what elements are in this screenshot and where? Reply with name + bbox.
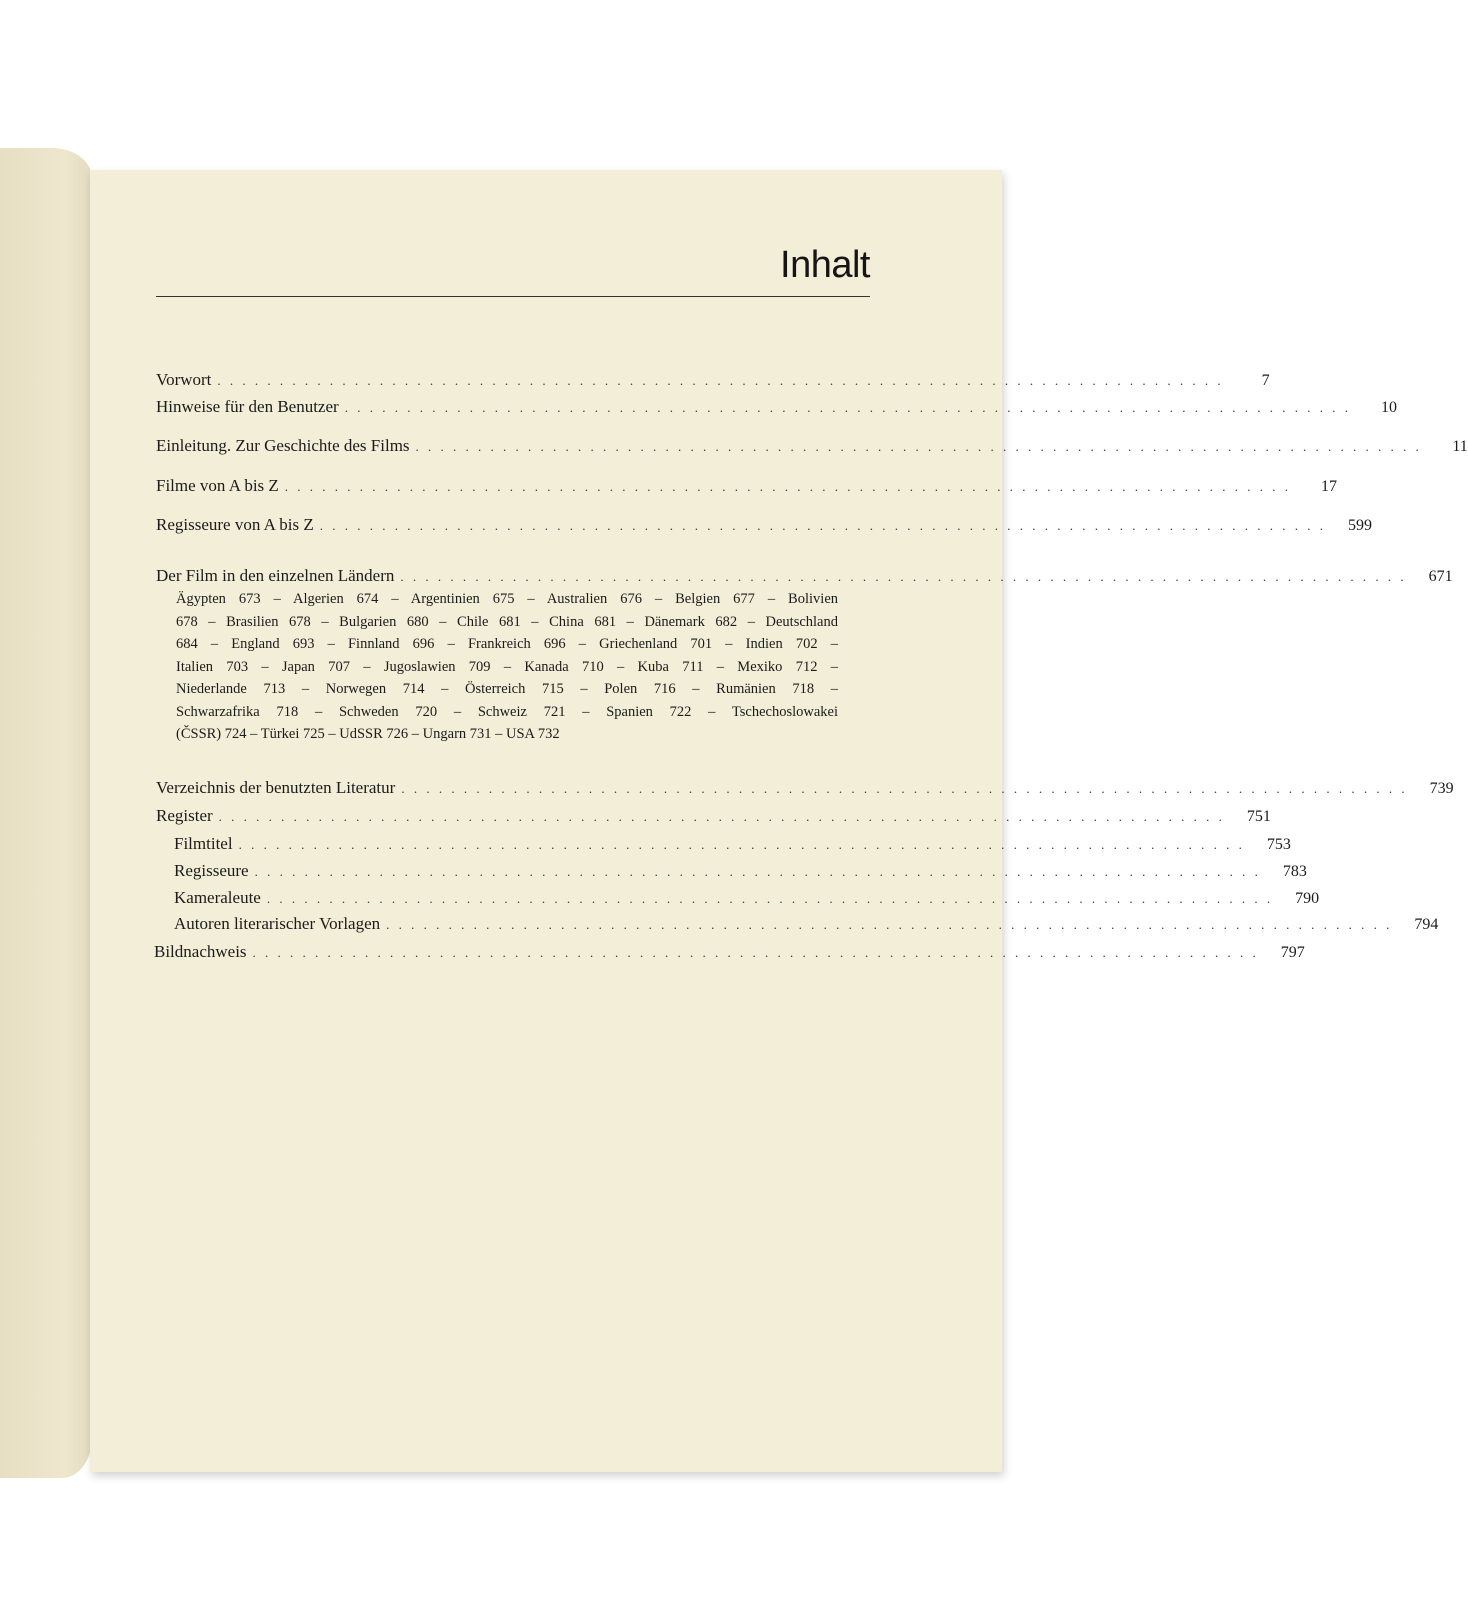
toc-entry-filme: [156, 476, 1338, 496]
country-line: 678 – Brasilien 678 – Bulgarien 680 – Chile 681 – China 681 – Dänemark 682 – Deutschland: [176, 613, 838, 630]
toc-label: Regisseure von A bis Z: [156, 515, 314, 534]
toc-entry-regisseure: [174, 861, 1307, 881]
country-line: (ČSSR) 724 – Türkei 725 – UdSSR 726 – Ungarn 731 – USA 732: [176, 726, 560, 742]
table-of-contents: [90, 170, 1468, 1472]
country-line: Ägypten 673 – Algerien 674 – Argentinien 675 – Australien 676 – Belgien 677 – Bolivien: [176, 591, 838, 607]
toc-page-number: 794: [1414, 916, 1439, 933]
toc-label: Filmtitel: [174, 834, 233, 853]
toc-entry-autoren: [174, 914, 1439, 934]
toc-label: Kameraleute: [174, 888, 261, 907]
toc-label: Der Film in den einzelnen Ländern: [156, 566, 395, 585]
toc-entry-vorwort: [156, 370, 1270, 390]
toc-label: Hinweise für den Benutzer: [156, 397, 339, 416]
toc-entry-register: [156, 806, 1271, 826]
toc-label: Filme von A bis Z: [156, 476, 279, 495]
dot-leader: . . . . . . . . . . . . . . . . . . . . . . . . . . . . . . . . . . . . . . . . . . . . . . . . . . . . . . . . . . . . . . . . . . . . . . . . . . . . . . . . .: [238, 837, 1245, 852]
toc-label: Einleitung. Zur Geschichte des Films: [156, 436, 410, 455]
country-line: Schwarzafrika 718 – Schweden 720 – Schweiz 721 – Spanien 722 – Tschechoslowakei: [176, 703, 838, 720]
dot-leader: . . . . . . . . . . . . . . . . . . . . . . . . . . . . . . . . . . . . . . . . . . . . . . . . . . . . . . . . . . . . . . . . . . . . . . . . . . . . . . . . .: [344, 400, 1351, 415]
toc-page-number: 739: [1429, 780, 1454, 797]
toc-entry-literatur: [156, 778, 1454, 798]
toc-page-number: 17: [1321, 478, 1338, 495]
dot-leader: . . . . . . . . . . . . . . . . . . . . . . . . . . . . . . . . . . . . . . . . . . . . . . . . . . . . . . . . . . . . . . . . . . . . . . . . . . . . . . . . .: [217, 373, 1224, 388]
toc-page-number: 599: [1347, 517, 1372, 534]
dot-leader: . . . . . . . . . . . . . . . . . . . . . . . . . . . . . . . . . . . . . . . . . . . . . . . . . . . . . . . . . . . . . . . . . . . . . . . . . . . . . . . . .: [218, 809, 1225, 824]
toc-page-number: 7: [1261, 372, 1270, 389]
dot-leader: . . . . . . . . . . . . . . . . . . . . . . . . . . . . . . . . . . . . . . . . . . . . . . . . . . . . . . . . . . . . . . . . . . . . . . . . . . . . . . . . .: [401, 781, 1408, 796]
toc-page-number: 671: [1428, 568, 1453, 585]
country-line: Italien 703 – Japan 707 – Jugoslawien 709 – Kanada 710 – Kuba 711 – Mexiko 712 –: [176, 658, 838, 675]
dot-leader: . . . . . . . . . . . . . . . . . . . . . . . . . . . . . . . . . . . . . . . . . . . . . . . . . . . . . . . . . . . . . . . . . . . . . . . . . . . . . . . . .: [386, 917, 1393, 932]
toc-page-number: 797: [1280, 944, 1305, 961]
country-line: 684 – England 693 – Finnland 696 – Frankreich 696 – Griechenland 701 – Indien 702 –: [176, 636, 838, 652]
dot-leader: . . . . . . . . . . . . . . . . . . . . . . . . . . . . . . . . . . . . . . . . . . . . . . . . . . . . . . . . . . . . . . . . . . . . . . . . . . . . . . . . .: [254, 864, 1261, 879]
toc-page-number: 753: [1266, 836, 1291, 853]
toc-entry-filmtitel: [174, 834, 1291, 854]
facing-page-edge: [0, 148, 92, 1478]
toc-label: Bildnachweis: [154, 942, 247, 961]
toc-label: Vorwort: [156, 370, 212, 389]
dot-leader: . . . . . . . . . . . . . . . . . . . . . . . . . . . . . . . . . . . . . . . . . . . . . . . . . . . . . . . . . . . . . . . . . . . . . . . . . . . . . . . . .: [252, 945, 1259, 960]
book-page: [90, 170, 1468, 1472]
dot-leader: . . . . . . . . . . . . . . . . . . . . . . . . . . . . . . . . . . . . . . . . . . . . . . . . . . . . . . . . . . . . . . . . . . . . . . . . . . . . . . . . .: [415, 439, 1422, 454]
toc-entry-laender: [156, 566, 1453, 586]
toc-entry-hinweise: [156, 397, 1397, 417]
toc-label: Regisseure: [174, 861, 249, 880]
dot-leader: . . . . . . . . . . . . . . . . . . . . . . . . . . . . . . . . . . . . . . . . . . . . . . . . . . . . . . . . . . . . . . . . . . . . . . . . . . . . . . . . .: [284, 479, 1292, 494]
country-list: [176, 588, 838, 746]
toc-page-number: 751: [1246, 808, 1271, 825]
toc-page-number: 11: [1452, 438, 1468, 455]
toc-entry-regisseure-az: [156, 515, 1372, 535]
toc-entry-einleitung: [156, 436, 1468, 456]
toc-entry-bildnachweis: [154, 942, 1305, 962]
toc-label: Register: [156, 806, 213, 825]
toc-label: Autoren literarischer Vorlagen: [174, 914, 381, 933]
toc-label: Verzeichnis der benutzten Literatur: [156, 778, 396, 797]
toc-page-number: 10: [1380, 399, 1397, 416]
dot-leader: . . . . . . . . . . . . . . . . . . . . . . . . . . . . . . . . . . . . . . . . . . . . . . . . . . . . . . . . . . . . . . . . . . . . . . . . . . . . . . . . .: [266, 891, 1274, 906]
dot-leader: . . . . . . . . . . . . . . . . . . . . . . . . . . . . . . . . . . . . . . . . . . . . . . . . . . . . . . . . . . . . . . . . . . . . . . . . . . . . . . . . .: [400, 569, 1407, 584]
toc-page-number: 790: [1295, 890, 1320, 907]
toc-entry-kameraleute: [174, 888, 1320, 908]
page-title: Inhalt: [780, 244, 870, 286]
toc-page-number: 783: [1282, 863, 1307, 880]
country-line: Niederlande 713 – Norwegen 714 – Österreich 715 – Polen 716 – Rumänien 718 –: [176, 681, 838, 697]
dot-leader: . . . . . . . . . . . . . . . . . . . . . . . . . . . . . . . . . . . . . . . . . . . . . . . . . . . . . . . . . . . . . . . . . . . . . . . . . . . . . . . . .: [319, 518, 1326, 533]
